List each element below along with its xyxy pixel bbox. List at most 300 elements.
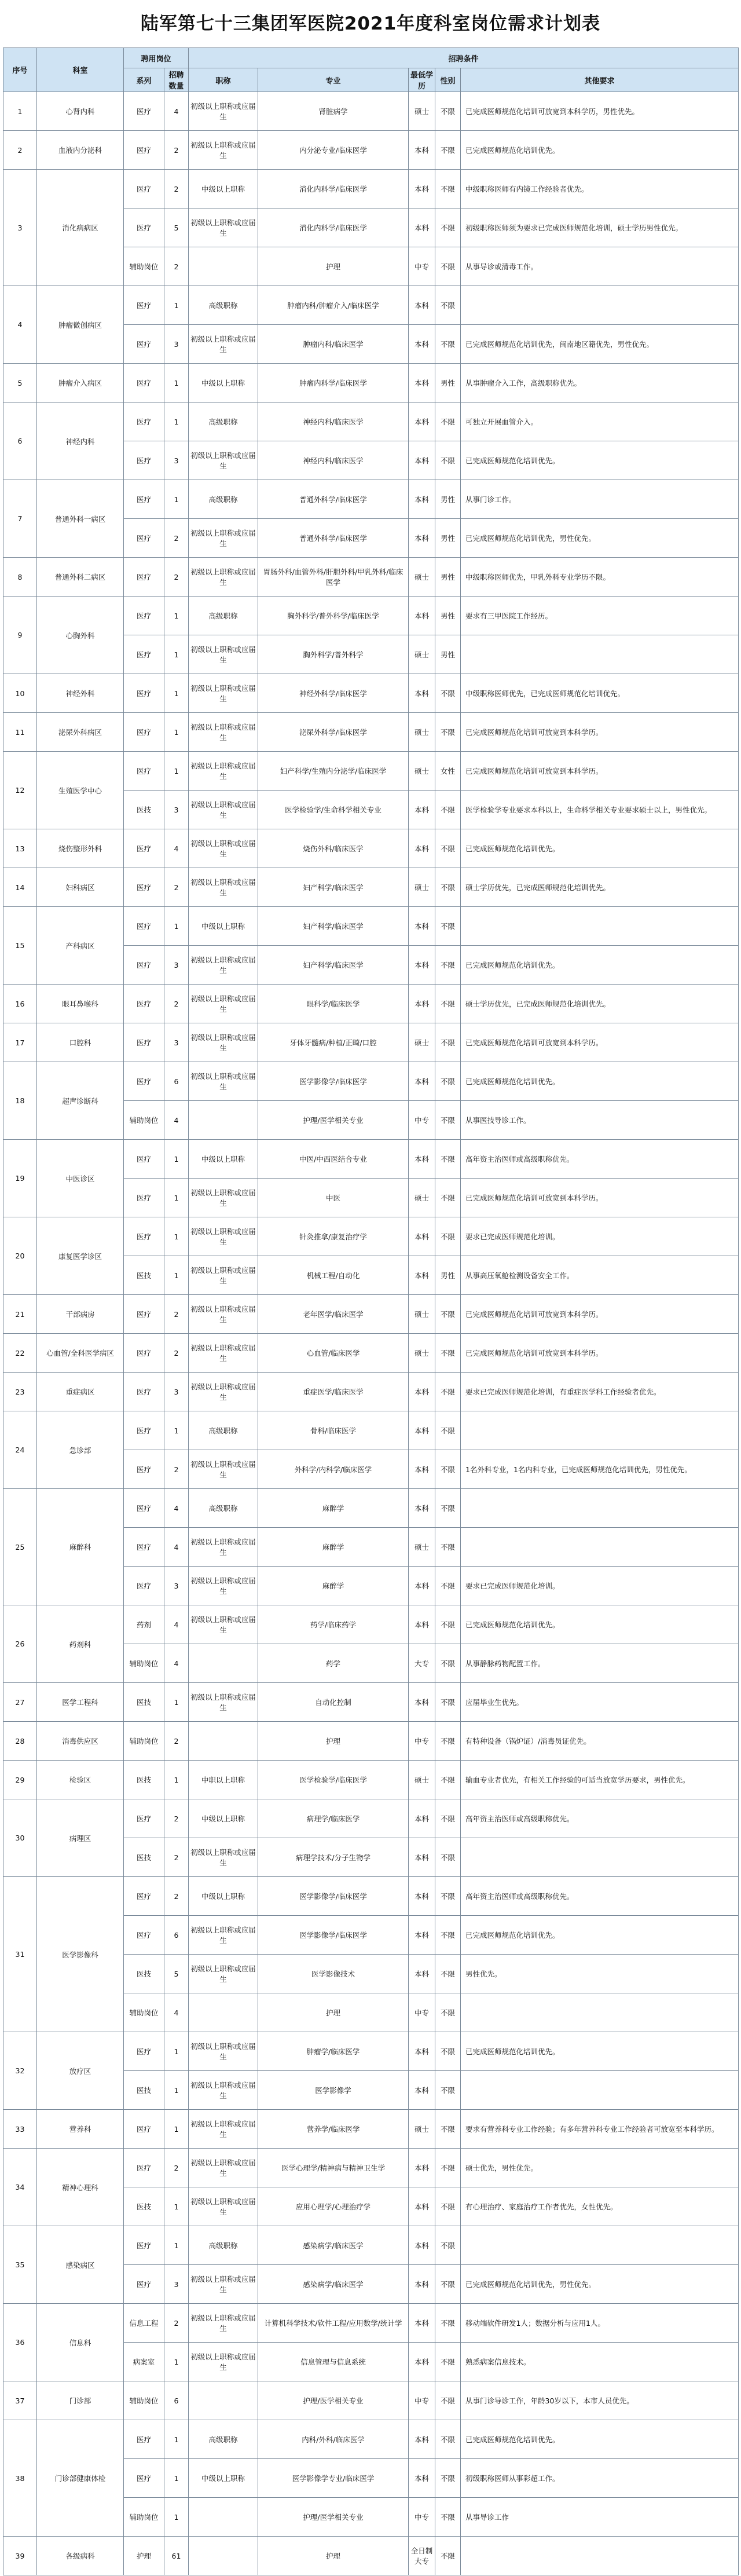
cell-major: 烧伤外科/临床医学	[258, 829, 409, 868]
cell-edu: 本科	[409, 2265, 435, 2304]
cell-rank: 初级以上职称或应届生	[189, 1295, 258, 1334]
cell-count: 1	[164, 2032, 189, 2071]
cell-dept: 普通外科一病区	[37, 480, 124, 558]
cell-other: 应届毕业生优先。	[461, 1683, 739, 1722]
cell-rank: 中级以上职称	[189, 170, 258, 208]
cell-edu: 本科	[409, 2459, 435, 2498]
cell-major: 消化内科学/临床医学	[258, 170, 409, 208]
cell-series: 医疗	[124, 985, 164, 1023]
cell-seq: 24	[3, 1411, 37, 1489]
cell-gender: 不限	[435, 1644, 461, 1683]
cell-major: 内分泌专业/临床医学	[258, 131, 409, 170]
cell-other: 从事导诊或清毒工作。	[461, 247, 739, 286]
table-row	[3, 2420, 739, 2459]
cell-gender: 不限	[435, 674, 461, 713]
cell-dept: 门诊部	[37, 2381, 124, 2420]
cell-series: 医技	[124, 1256, 164, 1295]
cell-edu: 中专	[409, 247, 435, 286]
cell-count: 1	[164, 2110, 189, 2149]
cell-count: 5	[164, 208, 189, 247]
cell-gender: 不限	[435, 131, 461, 170]
cell-count: 1	[164, 1683, 189, 1722]
cell-major: 医学检验学/生命科学相关专业	[258, 791, 409, 829]
table-row	[3, 2032, 739, 2071]
cell-count: 2	[164, 170, 189, 208]
cell-count: 1	[164, 1256, 189, 1295]
cell-other: 已完成医师规范化培训可放宽到本科学历。	[461, 752, 739, 791]
cell-major: 麻醉学	[258, 1528, 409, 1567]
cell-gender: 不限	[435, 1838, 461, 1877]
cell-seq: 3	[3, 170, 37, 286]
cell-edu: 大专	[409, 1644, 435, 1683]
cell-edu: 本科	[409, 2032, 435, 2071]
cell-major: 医学检验学/临床医学	[258, 1761, 409, 1799]
cell-gender: 不限	[435, 1334, 461, 1373]
table-row	[3, 1295, 739, 1334]
cell-seq: 8	[3, 558, 37, 597]
cell-major: 感染病学/临床医学	[258, 2265, 409, 2304]
cell-major: 药学/临床药学	[258, 1605, 409, 1644]
cell-count: 2	[164, 247, 189, 286]
cell-other: 要求有营养科专业工作经验；有多年营养科专业工作经验者可放宽至本科学历。	[461, 2110, 739, 2149]
cell-other: 从事高压氧舱检测设备安全工作。	[461, 1256, 739, 1295]
table-row	[3, 1761, 739, 1799]
cell-series: 医疗	[124, 1877, 164, 1916]
cell-edu: 硕士	[409, 1528, 435, 1567]
cell-rank	[189, 1101, 258, 1140]
cell-series: 医疗	[124, 364, 164, 402]
cell-dept: 中医诊区	[37, 1140, 124, 1217]
cell-rank: 初级以上职称或应届生	[189, 752, 258, 791]
cell-edu: 本科	[409, 2343, 435, 2381]
cell-rank: 初级以上职称或应届生	[189, 558, 258, 597]
cell-major: 应用心理学/心理治疗学	[258, 2187, 409, 2226]
cell-other: 有心理治疗、家庭治疗工作者优先，女性优先。	[461, 2187, 739, 2226]
cell-other	[461, 2071, 739, 2110]
cell-gender: 不限	[435, 286, 461, 325]
recruitment-table	[3, 47, 739, 2575]
cell-other: 已完成医师规范化培训可放宽到本科学历。	[461, 1295, 739, 1334]
cell-count: 3	[164, 441, 189, 480]
cell-major: 眼科学/临床医学	[258, 985, 409, 1023]
cell-rank: 高级职称	[189, 597, 258, 635]
cell-count: 4	[164, 1993, 189, 2032]
cell-edu: 本科	[409, 1799, 435, 1838]
table-row	[3, 1722, 739, 1761]
cell-gender: 不限	[435, 868, 461, 907]
cell-seq: 29	[3, 1761, 37, 1799]
cell-gender: 不限	[435, 1373, 461, 1411]
table-row	[3, 1062, 739, 1101]
cell-series: 辅助岗位	[124, 247, 164, 286]
cell-series: 医疗	[124, 1411, 164, 1450]
cell-major: 病理学技术/分子生物学	[258, 1838, 409, 1877]
table-row	[3, 2110, 739, 2149]
cell-edu: 硕士	[409, 2110, 435, 2149]
cell-major: 胃肠外科/血管外科/肝胆外科/甲乳外科/临床医学	[258, 558, 409, 597]
cell-seq: 9	[3, 597, 37, 674]
cell-other: 1名外科专业，1名内科专业，已完成医师规范化培训优先，男性优先。	[461, 1450, 739, 1489]
cell-gender: 男性	[435, 364, 461, 402]
cell-major: 感染病学/临床医学	[258, 2226, 409, 2265]
cell-edu: 本科	[409, 402, 435, 441]
cell-seq: 35	[3, 2226, 37, 2304]
cell-gender: 男性	[435, 519, 461, 558]
cell-seq: 17	[3, 1023, 37, 1062]
cell-series: 医疗	[124, 1140, 164, 1179]
cell-rank: 初级以上职称或应届生	[189, 674, 258, 713]
cell-gender: 男性	[435, 480, 461, 519]
table-row	[3, 402, 739, 441]
cell-gender: 不限	[435, 1140, 461, 1179]
cell-other: 中级职称医师优先，已完成医师规范化培训优先。	[461, 674, 739, 713]
cell-major: 妇产科学/临床医学	[258, 946, 409, 985]
cell-series: 药剂	[124, 1605, 164, 1644]
cell-other: 已完成医师规范化培训优先，男性优先。	[461, 519, 739, 558]
cell-dept: 检验区	[37, 1761, 124, 1799]
cell-series: 信息工程	[124, 2304, 164, 2343]
cell-series: 医疗	[124, 2226, 164, 2265]
cell-edu: 本科	[409, 1955, 435, 1993]
cell-rank: 初级以上职称或应届生	[189, 1256, 258, 1295]
cell-gender: 不限	[435, 2226, 461, 2265]
cell-count: 1	[164, 402, 189, 441]
header-edu: 最低学历	[409, 68, 435, 92]
cell-other: 初级职称医师须为要求已完成医师规范化培训，硕士学历男性优先。	[461, 208, 739, 247]
cell-dept: 口腔科	[37, 1023, 124, 1062]
cell-count: 1	[164, 635, 189, 674]
cell-major: 护理	[258, 1722, 409, 1761]
cell-other: 从事门诊导诊工作，年龄30岁以下，本市人员优先。	[461, 2381, 739, 2420]
cell-count: 2	[164, 1722, 189, 1761]
cell-edu: 中专	[409, 2381, 435, 2420]
table-row	[3, 1489, 739, 1528]
header-gender: 性别	[435, 68, 461, 92]
cell-other: 硕士学历优先，已完成医师规范化培训优先。	[461, 985, 739, 1023]
table-row	[3, 907, 739, 946]
cell-other: 高年资主治医师或高级职称优先。	[461, 1140, 739, 1179]
cell-count: 2	[164, 868, 189, 907]
cell-edu: 本科	[409, 1373, 435, 1411]
cell-seq: 32	[3, 2032, 37, 2110]
cell-series: 医疗	[124, 2149, 164, 2187]
cell-series: 辅助岗位	[124, 2498, 164, 2537]
cell-gender: 不限	[435, 2420, 461, 2459]
cell-major: 医学影像学/临床医学	[258, 1062, 409, 1101]
cell-count: 4	[164, 829, 189, 868]
cell-rank: 初级以上职称或应届生	[189, 946, 258, 985]
cell-count: 1	[164, 674, 189, 713]
cell-seq: 6	[3, 402, 37, 480]
cell-edu: 本科	[409, 791, 435, 829]
cell-other	[461, 286, 739, 325]
cell-dept: 急诊部	[37, 1411, 124, 1489]
cell-gender: 不限	[435, 1722, 461, 1761]
cell-seq: 34	[3, 2149, 37, 2226]
cell-gender: 不限	[435, 2110, 461, 2149]
cell-gender: 不限	[435, 1217, 461, 1256]
cell-gender: 不限	[435, 1877, 461, 1916]
cell-rank: 中职以上职称	[189, 1761, 258, 1799]
cell-dept: 各级病科	[37, 2537, 124, 2575]
cell-series: 医技	[124, 2187, 164, 2226]
cell-count: 4	[164, 1528, 189, 1567]
cell-edu: 中专	[409, 1101, 435, 1140]
cell-series: 医疗	[124, 2110, 164, 2149]
cell-seq: 22	[3, 1334, 37, 1373]
cell-seq: 30	[3, 1799, 37, 1877]
cell-dept: 神经内科	[37, 402, 124, 480]
cell-edu: 硕士	[409, 1761, 435, 1799]
cell-dept: 生殖医学中心	[37, 752, 124, 829]
cell-rank: 初级以上职称或应届生	[189, 2187, 258, 2226]
cell-edu: 本科	[409, 946, 435, 985]
cell-rank	[189, 2498, 258, 2537]
cell-major: 普通外科学/临床医学	[258, 480, 409, 519]
cell-edu: 本科	[409, 1411, 435, 1450]
cell-edu: 硕士	[409, 92, 435, 131]
cell-major: 麻醉学	[258, 1567, 409, 1605]
cell-series: 医疗	[124, 2032, 164, 2071]
cell-count: 6	[164, 1916, 189, 1955]
cell-other: 中级职称医师有内镜工作经验者优先。	[461, 170, 739, 208]
cell-count: 2	[164, 1799, 189, 1838]
cell-edu: 本科	[409, 829, 435, 868]
cell-edu: 本科	[409, 2420, 435, 2459]
table-row	[3, 131, 739, 170]
cell-series: 医疗	[124, 635, 164, 674]
cell-series: 医疗	[124, 713, 164, 752]
cell-count: 3	[164, 1567, 189, 1605]
cell-edu: 本科	[409, 1217, 435, 1256]
table-row	[3, 1373, 739, 1411]
cell-count: 6	[164, 1062, 189, 1101]
cell-dept: 病理区	[37, 1799, 124, 1877]
cell-count: 1	[164, 364, 189, 402]
cell-other: 从事导诊工作	[461, 2498, 739, 2537]
cell-series: 医技	[124, 2071, 164, 2110]
cell-major: 护理	[258, 247, 409, 286]
cell-gender: 不限	[435, 441, 461, 480]
cell-gender: 不限	[435, 1761, 461, 1799]
cell-edu: 中专	[409, 2498, 435, 2537]
cell-count: 61	[164, 2537, 189, 2575]
cell-gender: 男性	[435, 1256, 461, 1295]
cell-count: 1	[164, 713, 189, 752]
cell-other	[461, 1528, 739, 1567]
cell-edu: 本科	[409, 1838, 435, 1877]
table-row	[3, 1411, 739, 1450]
cell-edu: 本科	[409, 519, 435, 558]
cell-other: 已完成医师规范化培训优先。	[461, 829, 739, 868]
cell-series: 病案室	[124, 2343, 164, 2381]
cell-rank: 初级以上职称或应届生	[189, 635, 258, 674]
cell-seq: 38	[3, 2420, 37, 2537]
cell-other: 已完成医师规范化培训优先。	[461, 441, 739, 480]
cell-series: 医疗	[124, 752, 164, 791]
cell-dept: 感染病区	[37, 2226, 124, 2304]
cell-rank: 初级以上职称或应届生	[189, 519, 258, 558]
cell-major: 中医/中西医结合专业	[258, 1140, 409, 1179]
cell-gender: 不限	[435, 829, 461, 868]
cell-seq: 1	[3, 92, 37, 131]
table-row	[3, 480, 739, 519]
cell-dept: 重症病区	[37, 1373, 124, 1411]
cell-edu: 本科	[409, 325, 435, 364]
cell-dept: 麻醉科	[37, 1489, 124, 1605]
cell-major: 麻醉学	[258, 1489, 409, 1528]
cell-series: 医疗	[124, 1295, 164, 1334]
cell-edu: 硕士	[409, 868, 435, 907]
cell-series: 辅助岗位	[124, 1101, 164, 1140]
cell-edu: 本科	[409, 674, 435, 713]
cell-count: 1	[164, 2187, 189, 2226]
cell-other: 要求已完成医师规范化培训。	[461, 1567, 739, 1605]
cell-other	[461, 907, 739, 946]
cell-series: 辅助岗位	[124, 1722, 164, 1761]
cell-other: 已完成医师规范化培训优先。	[461, 1916, 739, 1955]
cell-seq: 25	[3, 1489, 37, 1605]
cell-major: 胸外科学/普外科学	[258, 635, 409, 674]
cell-series: 医疗	[124, 907, 164, 946]
cell-rank	[189, 1644, 258, 1683]
cell-edu: 中专	[409, 1993, 435, 2032]
cell-rank: 高级职称	[189, 2420, 258, 2459]
table-row	[3, 2381, 739, 2420]
cell-other: 已完成医师规范化培训优先。	[461, 131, 739, 170]
cell-edu: 本科	[409, 1450, 435, 1489]
cell-dept: 门诊部健康体检	[37, 2420, 124, 2537]
cell-series: 医疗	[124, 480, 164, 519]
cell-count: 1	[164, 1140, 189, 1179]
cell-gender: 不限	[435, 946, 461, 985]
cell-count: 2	[164, 2304, 189, 2343]
cell-rank: 初级以上职称或应届生	[189, 1334, 258, 1373]
table-row	[3, 985, 739, 1023]
table-row	[3, 1334, 739, 1373]
cell-count: 1	[164, 480, 189, 519]
page-title: 陆军第七十三集团军医院2021年度科室岗位需求计划表	[140, 13, 601, 34]
cell-major: 肿瘤内科/临床医学	[258, 325, 409, 364]
cell-count: 1	[164, 2226, 189, 2265]
cell-count: 1	[164, 1217, 189, 1256]
cell-major: 神经外科学/临床医学	[258, 674, 409, 713]
cell-count: 2	[164, 1295, 189, 1334]
cell-seq: 5	[3, 364, 37, 402]
cell-gender: 不限	[435, 2459, 461, 2498]
cell-count: 1	[164, 2459, 189, 2498]
cell-rank	[189, 247, 258, 286]
cell-series: 医疗	[124, 1450, 164, 1489]
table-row	[3, 558, 739, 597]
cell-major: 计算机科学技术/软件工程/应用数学/统计学	[258, 2304, 409, 2343]
table-row	[3, 1877, 739, 1916]
cell-edu: 硕士	[409, 752, 435, 791]
cell-gender: 不限	[435, 1295, 461, 1334]
cell-rank: 初级以上职称或应届生	[189, 131, 258, 170]
cell-gender: 不限	[435, 1683, 461, 1722]
cell-major: 信息管理与信息系统	[258, 2343, 409, 2381]
table-row	[3, 2537, 739, 2575]
cell-count: 1	[164, 2071, 189, 2110]
cell-dept: 泌尿外科病区	[37, 713, 124, 752]
cell-major: 医学影像技术	[258, 1955, 409, 1993]
cell-seq: 37	[3, 2381, 37, 2420]
cell-count: 1	[164, 1411, 189, 1450]
cell-rank: 初级以上职称或应届生	[189, 1838, 258, 1877]
cell-rank: 初级以上职称或应届生	[189, 2265, 258, 2304]
cell-rank: 初级以上职称或应届生	[189, 868, 258, 907]
cell-gender: 不限	[435, 1955, 461, 1993]
header-series: 系列	[124, 68, 164, 92]
cell-rank: 初级以上职称或应届生	[189, 92, 258, 131]
table-row	[3, 2304, 739, 2343]
cell-gender: 不限	[435, 1411, 461, 1450]
cell-major: 心血管/临床医学	[258, 1334, 409, 1373]
cell-count: 1	[164, 907, 189, 946]
cell-seq: 16	[3, 985, 37, 1023]
cell-gender: 不限	[435, 1023, 461, 1062]
cell-dept: 营养科	[37, 2110, 124, 2149]
cell-dept: 超声诊断科	[37, 1062, 124, 1140]
cell-count: 2	[164, 1334, 189, 1373]
cell-gender: 不限	[435, 2149, 461, 2187]
table-row	[3, 92, 739, 131]
cell-gender: 男性	[435, 558, 461, 597]
cell-series: 医疗	[124, 946, 164, 985]
cell-edu: 本科	[409, 441, 435, 480]
cell-major: 医学影像学	[258, 2071, 409, 2110]
cell-count: 1	[164, 597, 189, 635]
cell-rank: 中级以上职称	[189, 1140, 258, 1179]
cell-other: 已完成医师规范化培训优先。	[461, 1062, 739, 1101]
cell-count: 2	[164, 558, 189, 597]
cell-rank: 初级以上职称或应届生	[189, 985, 258, 1023]
cell-series: 医疗	[124, 1528, 164, 1567]
cell-major: 药学	[258, 1644, 409, 1683]
cell-series: 医技	[124, 1761, 164, 1799]
cell-edu: 本科	[409, 480, 435, 519]
cell-major: 病理学/临床医学	[258, 1799, 409, 1838]
cell-series: 医疗	[124, 2459, 164, 2498]
cell-edu: 本科	[409, 170, 435, 208]
cell-other: 从事门诊工作。	[461, 480, 739, 519]
cell-edu: 硕士	[409, 1179, 435, 1217]
cell-series: 医疗	[124, 2265, 164, 2304]
cell-rank: 高级职称	[189, 2226, 258, 2265]
cell-rank: 中级以上职称	[189, 907, 258, 946]
cell-count: 3	[164, 1373, 189, 1411]
cell-dept: 医学影像科	[37, 1877, 124, 2032]
cell-other: 高年资主治医师或高级职称优先。	[461, 1877, 739, 1916]
cell-dept: 产科病区	[37, 907, 124, 985]
cell-seq: 4	[3, 286, 37, 364]
cell-major: 医学影像学/临床医学	[258, 1916, 409, 1955]
cell-other: 高年资主治医师或高级职称优先。	[461, 1799, 739, 1838]
cell-count: 3	[164, 2265, 189, 2304]
cell-edu: 硕士	[409, 1334, 435, 1373]
cell-gender: 不限	[435, 2537, 461, 2575]
cell-rank: 初级以上职称或应届生	[189, 208, 258, 247]
cell-major: 神经内科/临床医学	[258, 402, 409, 441]
cell-other: 初级职称医师从事彩超工作。	[461, 2459, 739, 2498]
cell-major: 护理/医学相关专业	[258, 1101, 409, 1140]
cell-rank: 中级以上职称	[189, 1877, 258, 1916]
table-row	[3, 829, 739, 868]
cell-rank: 初级以上职称或应届生	[189, 2343, 258, 2381]
header-post-group: 聘用岗位	[124, 48, 189, 68]
table-row	[3, 286, 739, 325]
